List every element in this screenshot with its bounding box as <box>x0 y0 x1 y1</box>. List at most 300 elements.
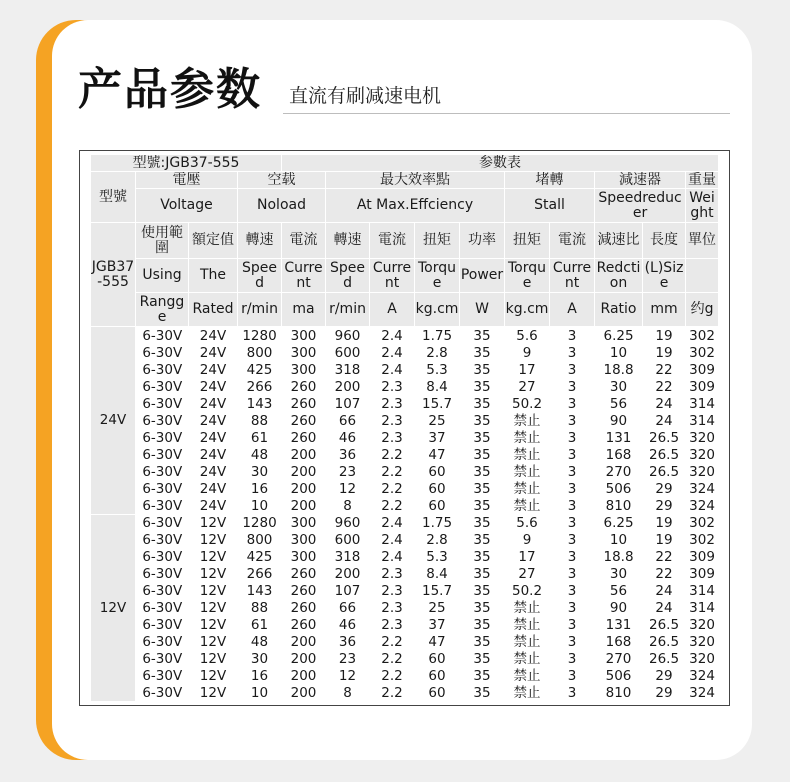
table-cell: 3 <box>550 514 595 531</box>
table-cell: 168 <box>595 446 643 463</box>
table-cell: 8 <box>326 684 370 701</box>
table-cell: 2.3 <box>370 616 415 633</box>
table-cell: 19 <box>643 327 686 345</box>
table-cell: 3 <box>550 565 595 582</box>
table-cell: 46 <box>326 429 370 446</box>
table-cell: 2.2 <box>370 446 415 463</box>
table-cell: 30 <box>238 650 282 667</box>
table-row <box>91 429 719 446</box>
table-cell: 35 <box>460 548 505 565</box>
table-cell: 3 <box>550 684 595 701</box>
table-cell: 3 <box>550 412 595 429</box>
table-cell: 2.2 <box>370 684 415 701</box>
table-cell: 2.2 <box>370 667 415 684</box>
table-cell: 47 <box>415 446 460 463</box>
table-cell: 29 <box>643 667 686 684</box>
table-cell: 302 <box>686 514 719 531</box>
table-cell: 3 <box>550 378 595 395</box>
table-cell: 6-30V <box>136 429 189 446</box>
table-cell: 1.75 <box>415 327 460 345</box>
table-cell: 300 <box>282 361 326 378</box>
subheader-cn-6: 扭矩 <box>415 223 460 259</box>
table-cell: 26.5 <box>643 633 686 650</box>
group-cn-voltage: 電壓 <box>136 172 238 189</box>
table-cell: 8.4 <box>415 565 460 582</box>
table-cell: 50.2 <box>505 395 550 412</box>
table-cell: 90 <box>595 599 643 616</box>
subheader-cn-10: 減速比 <box>595 223 643 259</box>
subheader-en-12 <box>686 259 719 293</box>
table-cell: 36 <box>326 633 370 650</box>
table-cell: 302 <box>686 344 719 361</box>
group-en-reducer: Speedreducer <box>595 189 686 223</box>
table-cell: 600 <box>326 531 370 548</box>
table-cell: 320 <box>686 650 719 667</box>
table-cell: 27 <box>505 565 550 582</box>
table-cell: 18.8 <box>595 548 643 565</box>
table-cell: 禁止 <box>505 446 550 463</box>
table-cell: 24V <box>189 429 238 446</box>
table-cell: 320 <box>686 616 719 633</box>
table-cell: 6.25 <box>595 327 643 345</box>
table-cell: 18.8 <box>595 361 643 378</box>
table-cell: 200 <box>282 446 326 463</box>
table-cell: 35 <box>460 344 505 361</box>
table-cell: 24V <box>189 344 238 361</box>
table-cell: 506 <box>595 667 643 684</box>
table-cell: 2.3 <box>370 429 415 446</box>
table-cell: 29 <box>643 480 686 497</box>
table-cell: 12V <box>189 599 238 616</box>
table-cell: 66 <box>326 412 370 429</box>
table-cell: 302 <box>686 327 719 345</box>
table-cell: 300 <box>282 548 326 565</box>
table-cell: 35 <box>460 395 505 412</box>
table-cell: 88 <box>238 599 282 616</box>
subheader-en-2: Speed <box>238 259 282 293</box>
table-row <box>91 446 719 463</box>
table-cell: 12V <box>189 650 238 667</box>
table-cell: 2.3 <box>370 565 415 582</box>
table-cell: 6-30V <box>136 667 189 684</box>
table-cell: 29 <box>643 497 686 514</box>
subheader-en-3: Current <box>282 259 326 293</box>
table-cell: 35 <box>460 463 505 480</box>
table-cell: 24V <box>189 497 238 514</box>
table-cell: 6-30V <box>136 548 189 565</box>
table-cell: 6-30V <box>136 463 189 480</box>
table-cell: 2.4 <box>370 361 415 378</box>
table-cell: 24V <box>189 412 238 429</box>
table-cell: 200 <box>282 463 326 480</box>
table-cell: 5.3 <box>415 361 460 378</box>
table-cell: 300 <box>282 327 326 345</box>
table-cell: 260 <box>282 429 326 446</box>
table-cell: 324 <box>686 684 719 701</box>
table-cell: 314 <box>686 582 719 599</box>
subheader-cn-1: 額定值 <box>189 223 238 259</box>
table-row <box>91 616 719 633</box>
table-row <box>91 684 719 701</box>
table-row <box>91 344 719 361</box>
table-cell: 1280 <box>238 514 282 531</box>
table-cell: 2.4 <box>370 344 415 361</box>
table-cell: 10 <box>238 497 282 514</box>
table-cell: 2.4 <box>370 548 415 565</box>
table-cell: 3 <box>550 344 595 361</box>
table-cell: 300 <box>282 531 326 548</box>
table-model-heading: 型號:JGB37-555 <box>91 155 282 172</box>
subheader-en-8: Torque <box>505 259 550 293</box>
table-cell: 200 <box>326 565 370 582</box>
subheader-cn-4: 轉速 <box>326 223 370 259</box>
table-cell: 24 <box>643 582 686 599</box>
table-cell: 禁止 <box>505 616 550 633</box>
table-cell: 6-30V <box>136 633 189 650</box>
table-cell: 90 <box>595 412 643 429</box>
group-cn-stall: 堵轉 <box>505 172 595 189</box>
table-row <box>91 480 719 497</box>
table-cell: 2.8 <box>415 531 460 548</box>
table-cell: 禁止 <box>505 667 550 684</box>
unit-cell-11: mm <box>643 293 686 327</box>
table-cell: 425 <box>238 548 282 565</box>
group-cn-reducer: 減速器 <box>595 172 686 189</box>
table-cell: 60 <box>415 497 460 514</box>
table-cell: 3 <box>550 633 595 650</box>
table-cell: 266 <box>238 378 282 395</box>
table-cell: 24V <box>189 378 238 395</box>
table-cell: 3 <box>550 395 595 412</box>
table-cell: 800 <box>238 344 282 361</box>
table-cell: 3 <box>550 446 595 463</box>
table-cell: 37 <box>415 616 460 633</box>
table-cell: 2.2 <box>370 463 415 480</box>
table-cell: 302 <box>686 531 719 548</box>
table-cell: 200 <box>282 684 326 701</box>
table-cell: 3 <box>550 582 595 599</box>
subheader-cn-0: 使用範圍 <box>136 223 189 259</box>
table-cell: 35 <box>460 361 505 378</box>
table-cell: 2.3 <box>370 582 415 599</box>
table-cell: 50.2 <box>505 582 550 599</box>
table-row <box>91 463 719 480</box>
table-row <box>91 599 719 616</box>
table-cell: 35 <box>460 412 505 429</box>
table-row <box>91 497 719 514</box>
subheader-cn-7: 功率 <box>460 223 505 259</box>
table-cell: 23 <box>326 463 370 480</box>
table-cell: 24V <box>189 446 238 463</box>
table-row <box>91 395 719 412</box>
unit-cell-1: Rated <box>189 293 238 327</box>
table-cell: 35 <box>460 616 505 633</box>
table-cell: 200 <box>282 497 326 514</box>
table-cell: 19 <box>643 344 686 361</box>
table-param-heading: 参數表 <box>282 155 719 172</box>
table-cell: 260 <box>282 582 326 599</box>
unit-cell-8: kg.cm <box>505 293 550 327</box>
table-cell: 260 <box>282 565 326 582</box>
table-cell: 810 <box>595 684 643 701</box>
table-cell: 800 <box>238 531 282 548</box>
table-cell: 3 <box>550 667 595 684</box>
table-cell: 9 <box>505 344 550 361</box>
table-cell: 24V <box>189 395 238 412</box>
table-cell: 3 <box>550 480 595 497</box>
table-cell: 35 <box>460 327 505 345</box>
table-cell: 266 <box>238 565 282 582</box>
side-model-value: JGB37-555 <box>91 223 136 327</box>
table-cell: 6-30V <box>136 650 189 667</box>
table-cell: 8.4 <box>415 378 460 395</box>
table-row <box>91 327 719 345</box>
group-en-voltage: Voltage <box>136 189 238 223</box>
subheader-en-6: Torque <box>415 259 460 293</box>
table-cell: 2.4 <box>370 514 415 531</box>
table-cell: 2.2 <box>370 480 415 497</box>
table-cell: 30 <box>595 565 643 582</box>
table-cell: 禁止 <box>505 463 550 480</box>
table-cell: 24 <box>643 395 686 412</box>
table-cell: 6-30V <box>136 480 189 497</box>
table-cell: 2.2 <box>370 650 415 667</box>
table-cell: 37 <box>415 429 460 446</box>
table-cell: 26.5 <box>643 463 686 480</box>
table-cell: 324 <box>686 480 719 497</box>
table-cell: 35 <box>460 480 505 497</box>
table-cell: 3 <box>550 327 595 345</box>
table-cell: 24 <box>643 599 686 616</box>
table-cell: 60 <box>415 667 460 684</box>
table-cell: 禁止 <box>505 480 550 497</box>
table-cell: 24V <box>189 361 238 378</box>
subheader-cn-8: 扭矩 <box>505 223 550 259</box>
table-cell: 320 <box>686 446 719 463</box>
table-cell: 107 <box>326 395 370 412</box>
subheader-cn-5: 電流 <box>370 223 415 259</box>
table-cell: 425 <box>238 361 282 378</box>
table-cell: 6-30V <box>136 684 189 701</box>
table-cell: 10 <box>595 531 643 548</box>
table-cell: 48 <box>238 446 282 463</box>
table-cell: 12V <box>189 514 238 531</box>
table-cell: 60 <box>415 684 460 701</box>
table-cell: 22 <box>643 548 686 565</box>
subheader-cn-11: 長度 <box>643 223 686 259</box>
table-cell: 960 <box>326 514 370 531</box>
table-cell: 15.7 <box>415 582 460 599</box>
unit-cell-5: A <box>370 293 415 327</box>
table-cell: 12V <box>189 633 238 650</box>
table-cell: 309 <box>686 565 719 582</box>
table-cell: 270 <box>595 463 643 480</box>
table-cell: 25 <box>415 412 460 429</box>
table-cell: 314 <box>686 395 719 412</box>
table-cell: 60 <box>415 650 460 667</box>
table-cell: 6.25 <box>595 514 643 531</box>
table-cell: 168 <box>595 633 643 650</box>
table-cell: 309 <box>686 548 719 565</box>
table-cell: 27 <box>505 378 550 395</box>
table-cell: 324 <box>686 667 719 684</box>
spec-table <box>90 154 719 702</box>
table-cell: 2.8 <box>415 344 460 361</box>
table-cell: 61 <box>238 429 282 446</box>
unit-cell-2: r/min <box>238 293 282 327</box>
table-cell: 318 <box>326 548 370 565</box>
table-cell: 3 <box>550 429 595 446</box>
table-row <box>91 667 719 684</box>
table-cell: 12 <box>326 480 370 497</box>
table-cell: 12V <box>189 548 238 565</box>
table-cell: 2.4 <box>370 531 415 548</box>
table-cell: 禁止 <box>505 412 550 429</box>
table-cell: 24 <box>643 412 686 429</box>
table-cell: 36 <box>326 446 370 463</box>
table-cell: 6-30V <box>136 395 189 412</box>
table-cell: 35 <box>460 667 505 684</box>
table-cell: 6-30V <box>136 412 189 429</box>
table-cell: 29 <box>643 684 686 701</box>
table-cell: 2.3 <box>370 378 415 395</box>
table-cell: 320 <box>686 633 719 650</box>
subheader-en-9: Current <box>550 259 595 293</box>
table-cell: 35 <box>460 582 505 599</box>
table-cell: 200 <box>282 480 326 497</box>
title-divider <box>283 113 730 114</box>
table-cell: 35 <box>460 446 505 463</box>
table-cell: 260 <box>282 378 326 395</box>
table-cell: 6-30V <box>136 565 189 582</box>
table-cell: 314 <box>686 412 719 429</box>
group-en-stall: Stall <box>505 189 595 223</box>
table-cell: 12V <box>189 582 238 599</box>
table-cell: 3 <box>550 599 595 616</box>
table-cell: 1.75 <box>415 514 460 531</box>
table-cell: 5.3 <box>415 548 460 565</box>
table-row <box>91 650 719 667</box>
table-cell: 26.5 <box>643 650 686 667</box>
table-cell: 24V <box>189 480 238 497</box>
table-cell: 16 <box>238 480 282 497</box>
table-row <box>91 565 719 582</box>
table-cell: 15.7 <box>415 395 460 412</box>
table-cell: 56 <box>595 395 643 412</box>
table-row <box>91 633 719 650</box>
table-cell: 35 <box>460 531 505 548</box>
table-cell: 260 <box>282 395 326 412</box>
table-cell: 9 <box>505 531 550 548</box>
table-cell: 2.3 <box>370 599 415 616</box>
group-en-noload: Noload <box>238 189 326 223</box>
table-cell: 1280 <box>238 327 282 345</box>
table-cell: 48 <box>238 633 282 650</box>
table-cell: 26.5 <box>643 616 686 633</box>
table-cell: 12V <box>189 684 238 701</box>
table-cell: 35 <box>460 429 505 446</box>
table-cell: 960 <box>326 327 370 345</box>
table-cell: 12V <box>189 667 238 684</box>
table-cell: 禁止 <box>505 429 550 446</box>
table-cell: 143 <box>238 395 282 412</box>
table-cell: 禁止 <box>505 497 550 514</box>
table-cell: 309 <box>686 378 719 395</box>
table-row <box>91 531 719 548</box>
table-cell: 56 <box>595 582 643 599</box>
table-cell: 17 <box>505 361 550 378</box>
table-cell: 8 <box>326 497 370 514</box>
table-cell: 16 <box>238 667 282 684</box>
table-cell: 6-30V <box>136 344 189 361</box>
table-row <box>91 582 719 599</box>
subheader-cn-12: 單位 <box>686 223 719 259</box>
table-cell: 2.3 <box>370 412 415 429</box>
table-cell: 3 <box>550 463 595 480</box>
table-cell: 6-30V <box>136 599 189 616</box>
table-cell: 35 <box>460 684 505 701</box>
table-row <box>91 361 719 378</box>
section-voltage-label: 24V <box>91 327 136 515</box>
table-row <box>91 548 719 565</box>
table-cell: 35 <box>460 599 505 616</box>
table-cell: 3 <box>550 531 595 548</box>
table-cell: 3 <box>550 361 595 378</box>
subheader-en-0: Using <box>136 259 189 293</box>
table-cell: 25 <box>415 599 460 616</box>
table-cell: 300 <box>282 514 326 531</box>
table-cell: 2.3 <box>370 395 415 412</box>
table-cell: 200 <box>282 667 326 684</box>
unit-cell-0: Rangge <box>136 293 189 327</box>
table-cell: 26.5 <box>643 446 686 463</box>
table-cell: 6-30V <box>136 531 189 548</box>
table-cell: 143 <box>238 582 282 599</box>
table-cell: 61 <box>238 616 282 633</box>
table-cell: 314 <box>686 599 719 616</box>
table-cell: 35 <box>460 565 505 582</box>
unit-cell-4: r/min <box>326 293 370 327</box>
table-cell: 6-30V <box>136 327 189 345</box>
table-cell: 131 <box>595 429 643 446</box>
subheader-cn-2: 轉速 <box>238 223 282 259</box>
table-cell: 810 <box>595 497 643 514</box>
table-cell: 19 <box>643 514 686 531</box>
unit-cell-3: ma <box>282 293 326 327</box>
table-cell: 禁止 <box>505 684 550 701</box>
unit-cell-10: Ratio <box>595 293 643 327</box>
page-title: 产品参数 <box>78 64 262 115</box>
table-cell: 60 <box>415 463 460 480</box>
table-cell: 12V <box>189 531 238 548</box>
table-cell: 禁止 <box>505 633 550 650</box>
table-cell: 3 <box>550 616 595 633</box>
table-cell: 10 <box>238 684 282 701</box>
unit-cell-6: kg.cm <box>415 293 460 327</box>
table-cell: 107 <box>326 582 370 599</box>
table-cell: 506 <box>595 480 643 497</box>
table-cell: 270 <box>595 650 643 667</box>
table-cell: 26.5 <box>643 429 686 446</box>
table-cell: 23 <box>326 650 370 667</box>
table-cell: 19 <box>643 531 686 548</box>
table-cell: 6-30V <box>136 446 189 463</box>
group-en-max-efficiency: At Max.Effciency <box>326 189 505 223</box>
table-cell: 260 <box>282 412 326 429</box>
subheader-en-1: The <box>189 259 238 293</box>
table-cell: 禁止 <box>505 650 550 667</box>
subheader-en-5: Current <box>370 259 415 293</box>
